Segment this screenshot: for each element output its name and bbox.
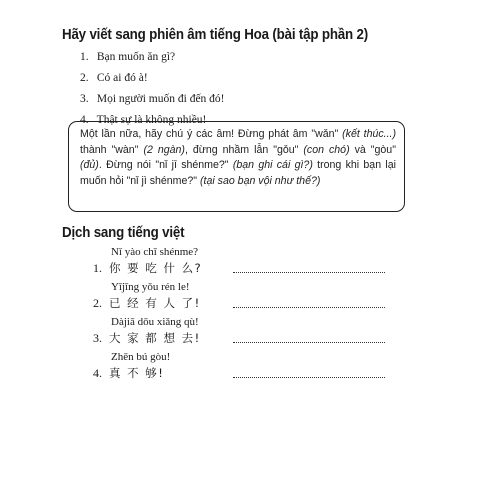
list-item [80,68,225,89]
item-number: 1. [93,261,102,275]
hanzi-text: 已 经 有 人 了! [109,296,201,310]
note-text: trong khi bạn lại muốn hỏi "nǐ jì shénme?" [80,159,396,187]
list-item [93,350,423,385]
hanzi-line [93,365,164,381]
answer-dotted-line[interactable] [233,342,385,343]
item-text: Bạn muốn ăn gì? [96,51,176,63]
hanzi-text: 大 家 都 想 去! [109,331,201,345]
item-number: 2. [80,72,89,84]
hanzi-line [93,330,201,346]
hanzi-text: 真 不 够! [109,366,165,380]
hanzi-line [93,260,202,276]
note-text: và "gòu" [349,143,396,156]
item-number: 1. [80,51,89,63]
list-item [93,245,423,280]
pinyin-text: Yījīng yǒu rén le! [111,281,190,293]
note-gloss: (bạn ghi cái gì?) [232,159,313,171]
note-gloss: (2 ngàn) [143,143,185,156]
item-number: 3. [80,93,89,105]
item-number: 3. [93,331,102,345]
list-item [80,89,225,110]
phonetic-exercise-list [80,47,225,131]
item-text: Có ai đó à! [96,72,148,84]
pronunciation-note-box [68,121,405,212]
note-text: , đừng nhầm lẫn "gǒu" [184,143,304,156]
item-text: Thật sự là không nhiều! [96,114,207,126]
pinyin-text: Nǐ yào chī shénme? [111,246,199,258]
item-number: 2. [93,296,102,310]
pinyin-text: Dàjiā dōu xiǎng qù! [111,316,199,328]
item-number: 4. [80,114,89,126]
note-text: . Đừng nói "nǐ jī shénme?" [98,159,233,171]
answer-dotted-line[interactable] [233,272,385,273]
section-title-translate: Dịch sang tiếng việt [62,225,185,241]
item-text: Mọi người muốn đi đến đó! [96,93,225,105]
note-text: Một lần nữa, hãy chú ý các âm! Đừng phát âm "wǎn" [80,128,343,140]
answer-dotted-line[interactable] [233,377,385,378]
list-item [80,47,225,68]
pinyin-text: Zhēn bú gòu! [111,351,171,363]
answer-dotted-line[interactable] [233,307,385,308]
note-text: thành "wàn" [80,143,144,156]
list-item [93,315,423,350]
item-number: 4. [93,366,102,380]
note-gloss: (tại sao bạn vội như thế?) [200,174,321,187]
note-gloss: (con chó) [303,143,350,156]
translation-exercise-list [93,245,423,385]
note-gloss: (kết thúc...) [342,128,397,140]
section-title-phonetic: Hãy viết sang phiên âm tiếng Hoa (bài tập phần 2) [62,27,369,43]
hanzi-text: 你 要 吃 什 么? [109,261,203,275]
list-item [93,280,423,315]
hanzi-line [93,295,201,311]
note-gloss: (đủ) [80,159,99,171]
